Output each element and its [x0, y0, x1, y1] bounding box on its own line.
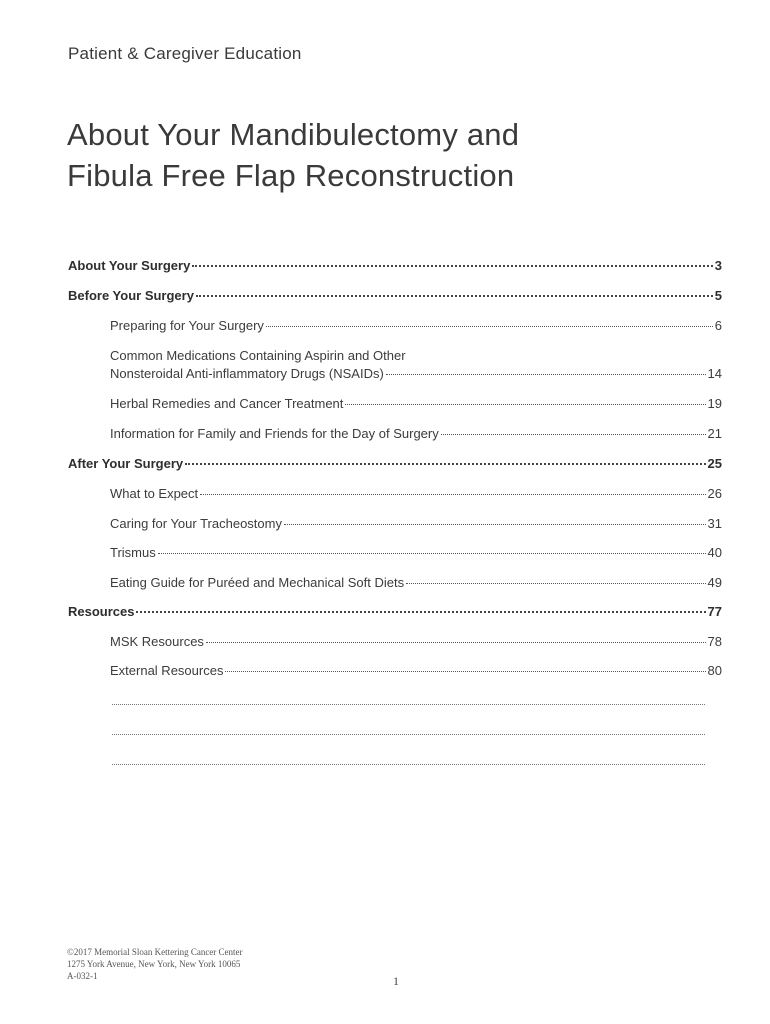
toc-leader: [345, 404, 705, 405]
toc-page-number: 77: [707, 604, 722, 619]
toc-page-number: 14: [707, 366, 722, 381]
toc-label: Preparing for Your Surgery: [110, 318, 264, 333]
toc-entry-family-info[interactable]: [110, 426, 722, 441]
toc-entry-tracheostomy[interactable]: [110, 516, 722, 531]
blank-entry-line: [112, 704, 705, 705]
toc-leader: [386, 374, 706, 375]
blank-entry-line: [112, 734, 705, 735]
toc-leader: [136, 611, 705, 613]
toc-label: External Resources: [110, 663, 224, 678]
toc-entry-after-your-surgery[interactable]: [68, 456, 722, 471]
toc-label: Trismus: [110, 545, 156, 560]
toc-leader: [192, 265, 712, 267]
toc-label: Eating Guide for Puréed and Mechanical Soft Diets: [110, 575, 405, 590]
toc-leader: [266, 326, 713, 327]
toc-page-number: 40: [707, 545, 722, 560]
page-number: 1: [393, 974, 399, 988]
toc-page-number: 21: [707, 426, 722, 441]
toc-label: What to Expect: [110, 486, 199, 501]
document-code: A-032-1: [67, 971, 98, 981]
toc-leader: [158, 553, 706, 554]
toc-entry-what-to-expect[interactable]: [110, 486, 722, 501]
toc-page-number: 5: [714, 288, 722, 303]
toc-entry-medications[interactable]: [110, 366, 722, 381]
toc-page-number: 3: [714, 258, 722, 273]
toc-entry-resources[interactable]: [68, 604, 722, 619]
blank-entry-line: [112, 764, 705, 765]
toc-leader: [441, 434, 706, 435]
toc-entry-eating-guide[interactable]: [110, 575, 722, 590]
toc-page-number: 6: [714, 318, 722, 333]
document-title: [67, 114, 519, 196]
toc-entry-external-resources[interactable]: [110, 663, 722, 678]
toc-entry-about-your-surgery[interactable]: [68, 258, 722, 273]
toc-leader: [225, 671, 705, 672]
toc-page-number: 25: [707, 456, 722, 471]
footer: [67, 946, 243, 982]
title-line-2: Fibula Free Flap Reconstruction: [67, 158, 515, 193]
address-text: 1275 York Avenue, New York, New York 10065: [67, 959, 241, 969]
toc-label: Nonsteroidal Anti-inflammatory Drugs (NSAIDs): [110, 366, 384, 381]
document-category: Patient & Caregiver Education: [68, 44, 302, 63]
toc-label: About Your Surgery: [68, 258, 191, 273]
toc-leader: [200, 494, 705, 495]
toc-label: Resources: [68, 604, 135, 619]
toc-entry-msk-resources[interactable]: [110, 634, 722, 649]
toc-entry-herbal-remedies[interactable]: [110, 396, 722, 411]
toc-label: After Your Surgery: [68, 456, 184, 471]
toc-page-number: 78: [707, 634, 722, 649]
toc-leader: [284, 524, 706, 525]
toc-entry-medications-line-1[interactable]: Common Medications Containing Aspirin and Other: [110, 348, 406, 363]
toc-label: Herbal Remedies and Cancer Treatment: [110, 396, 344, 411]
toc-entry-trismus[interactable]: [110, 545, 722, 560]
toc-page-number: 26: [707, 486, 722, 501]
toc-leader: [406, 583, 705, 584]
toc-page-number: 80: [707, 663, 722, 678]
toc-page-number: 19: [707, 396, 722, 411]
toc-leader: [185, 463, 705, 465]
toc-entry-preparing[interactable]: [110, 318, 722, 333]
toc-label: Information for Family and Friends for the Day of Surgery: [110, 426, 439, 441]
toc-label: MSK Resources: [110, 634, 204, 649]
toc-label: Before Your Surgery: [68, 288, 194, 303]
title-line-1: About Your Mandibulectomy and: [67, 117, 520, 152]
toc-leader: [196, 295, 713, 297]
toc-page-number: 31: [707, 516, 722, 531]
toc-leader: [206, 642, 706, 643]
toc-entry-before-your-surgery[interactable]: [68, 288, 722, 303]
copyright-text: ©2017 Memorial Sloan Kettering Cancer Center: [67, 947, 243, 957]
toc-page-number: 49: [707, 575, 722, 590]
toc-label: Caring for Your Tracheostomy: [110, 516, 282, 531]
